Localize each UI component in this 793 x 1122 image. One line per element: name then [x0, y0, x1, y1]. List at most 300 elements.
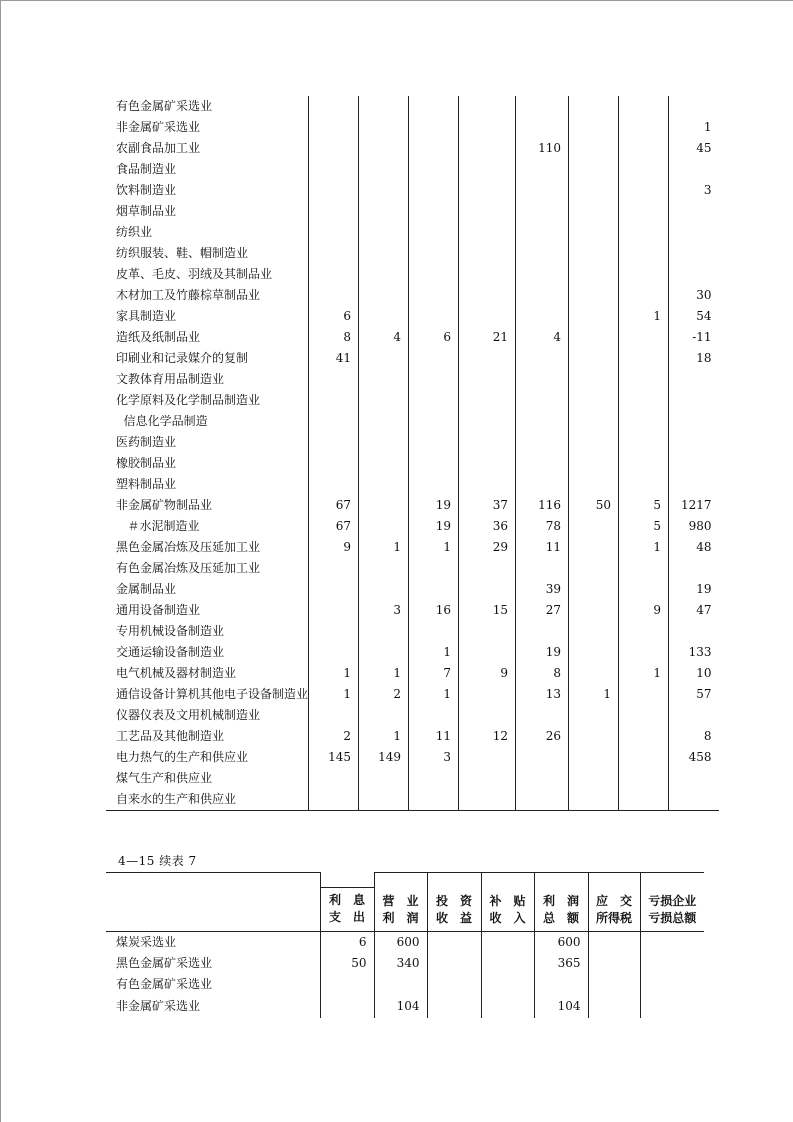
value-cell — [459, 789, 516, 811]
column-header-line: 投 资 — [435, 893, 472, 908]
column-header-line: 利 润 — [542, 893, 579, 908]
value-cell — [309, 180, 359, 201]
value-cell — [427, 953, 481, 974]
value-cell — [409, 453, 459, 474]
value-cell: 8 — [669, 726, 719, 747]
value-cell: 3 — [409, 747, 459, 768]
value-cell — [459, 306, 516, 327]
value-cell — [309, 411, 359, 432]
value-cell — [669, 159, 719, 180]
row-label: 黑色金属冶炼及压延加工业 — [116, 540, 261, 554]
value-cell — [619, 789, 669, 811]
table-row — [106, 663, 719, 684]
value-cell — [569, 201, 619, 222]
value-cell — [309, 222, 359, 243]
row-label: 金属制品业 — [116, 582, 177, 596]
row-label: 交通运输设备制造业 — [116, 645, 225, 659]
value-cell — [669, 474, 719, 495]
value-cell — [569, 222, 619, 243]
value-cell — [619, 180, 669, 201]
value-cell — [569, 138, 619, 159]
value-cell — [481, 931, 534, 953]
column-header-line: 总 额 — [542, 910, 579, 925]
value-cell — [459, 747, 516, 768]
value-cell: 13 — [516, 684, 569, 705]
value-cell — [669, 411, 719, 432]
value-cell — [516, 306, 569, 327]
value-cell — [669, 201, 719, 222]
value-cell: 21 — [459, 327, 516, 348]
value-cell — [619, 159, 669, 180]
value-cell — [619, 579, 669, 600]
value-cell — [588, 995, 640, 1018]
value-cell — [427, 974, 481, 995]
value-cell — [516, 411, 569, 432]
row-label: 黑色金属矿采选业 — [116, 955, 213, 970]
value-cell: 149 — [359, 747, 409, 768]
value-cell — [640, 974, 704, 995]
value-cell — [481, 995, 534, 1018]
value-cell — [459, 369, 516, 390]
value-cell — [309, 768, 359, 789]
value-cell — [516, 747, 569, 768]
value-cell — [516, 621, 569, 642]
value-cell — [569, 789, 619, 811]
table-row — [106, 285, 719, 306]
value-cell — [619, 684, 669, 705]
table-row — [106, 516, 719, 537]
value-cell — [619, 453, 669, 474]
value-cell — [359, 705, 409, 726]
value-cell — [516, 390, 569, 411]
value-cell: 1 — [409, 684, 459, 705]
value-cell: 1 — [359, 663, 409, 684]
value-cell — [534, 974, 588, 995]
row-label: 通用设备制造业 — [116, 603, 201, 617]
value-cell — [359, 516, 409, 537]
value-cell: 67 — [309, 516, 359, 537]
value-cell — [669, 243, 719, 264]
value-cell: 39 — [516, 579, 569, 600]
row-label: 造纸及纸制品业 — [116, 330, 201, 344]
value-cell — [669, 789, 719, 811]
row-label: 工艺品及其他制造业 — [116, 729, 225, 743]
row-label: 信息化学品制造 — [116, 414, 208, 428]
table-row — [106, 180, 719, 201]
table-row — [106, 726, 719, 747]
value-cell — [409, 621, 459, 642]
value-cell — [619, 96, 669, 117]
value-cell — [459, 579, 516, 600]
value-cell — [669, 390, 719, 411]
row-label: 非金属矿采选业 — [116, 998, 201, 1013]
value-cell: 6 — [320, 931, 374, 953]
row-label: 纺织服装、鞋、帽制造业 — [116, 246, 249, 260]
value-cell — [309, 117, 359, 138]
value-cell — [359, 579, 409, 600]
value-cell: 1 — [359, 537, 409, 558]
value-cell — [309, 453, 359, 474]
value-cell — [459, 222, 516, 243]
value-cell — [459, 558, 516, 579]
value-cell — [359, 768, 409, 789]
value-cell — [359, 474, 409, 495]
value-cell — [619, 411, 669, 432]
value-cell — [619, 243, 669, 264]
value-cell — [669, 369, 719, 390]
value-cell — [359, 348, 409, 369]
value-cell: 1 — [309, 663, 359, 684]
column-header-line: 亏损企业 — [648, 893, 697, 908]
value-cell — [516, 558, 569, 579]
value-cell: 1 — [409, 537, 459, 558]
value-cell: -11 — [669, 327, 719, 348]
row-label: 电气机械及器材制造业 — [116, 666, 237, 680]
value-cell — [309, 432, 359, 453]
value-cell: 1 — [309, 684, 359, 705]
value-cell: 10 — [669, 663, 719, 684]
table-row — [106, 243, 719, 264]
value-cell — [481, 974, 534, 995]
row-label: 医药制造业 — [116, 435, 177, 449]
value-cell — [569, 327, 619, 348]
table-row — [106, 953, 704, 974]
table-row — [106, 931, 704, 953]
value-cell — [359, 201, 409, 222]
value-cell — [359, 642, 409, 663]
value-cell — [619, 285, 669, 306]
row-label: 家具制造业 — [116, 309, 177, 323]
value-cell — [309, 285, 359, 306]
value-cell — [619, 621, 669, 642]
value-cell — [359, 243, 409, 264]
value-cell: 600 — [534, 931, 588, 953]
value-cell — [309, 642, 359, 663]
table-row — [106, 705, 719, 726]
value-cell — [516, 705, 569, 726]
column-header-line: 利 息 — [328, 893, 365, 907]
value-cell — [619, 201, 669, 222]
value-cell — [359, 222, 409, 243]
table-row — [106, 684, 719, 705]
value-cell — [516, 348, 569, 369]
value-cell — [359, 453, 409, 474]
value-cell: 7 — [409, 663, 459, 684]
value-cell: 9 — [619, 600, 669, 621]
row-label: 印刷业和记录媒介的复制 — [116, 351, 249, 365]
value-cell — [669, 432, 719, 453]
value-cell — [569, 558, 619, 579]
value-cell — [409, 180, 459, 201]
row-label: 烟草制品业 — [116, 204, 177, 218]
value-cell — [569, 96, 619, 117]
table-caption: 4—15 续表 7 — [118, 854, 197, 868]
row-label: 皮革、毛皮、羽绒及其制品业 — [116, 267, 273, 281]
value-cell — [569, 663, 619, 684]
page-left-border — [0, 0, 1, 1122]
value-cell — [669, 222, 719, 243]
value-cell: 48 — [669, 537, 719, 558]
table-row — [106, 96, 719, 117]
value-cell — [669, 621, 719, 642]
value-cell — [320, 974, 374, 995]
row-label: 食品制造业 — [116, 162, 177, 176]
value-cell — [409, 558, 459, 579]
table-row — [106, 474, 719, 495]
table-row — [106, 159, 719, 180]
column-header-line: 应 交 — [595, 893, 632, 908]
value-cell — [309, 621, 359, 642]
table-row — [106, 117, 719, 138]
value-cell: 41 — [309, 348, 359, 369]
value-cell: 29 — [459, 537, 516, 558]
value-cell — [409, 369, 459, 390]
value-cell — [588, 953, 640, 974]
value-cell: 54 — [669, 306, 719, 327]
value-cell — [619, 642, 669, 663]
value-cell — [359, 117, 409, 138]
value-cell — [409, 96, 459, 117]
value-cell — [588, 931, 640, 953]
value-cell: 57 — [669, 684, 719, 705]
column-header — [374, 873, 427, 932]
table-row — [106, 768, 719, 789]
value-cell: 104 — [374, 995, 427, 1018]
row-label: ＃水泥制造业 — [116, 519, 200, 533]
column-header — [588, 873, 640, 932]
value-cell — [459, 285, 516, 306]
value-cell — [409, 201, 459, 222]
value-cell — [619, 726, 669, 747]
row-label: 非金属矿采选业 — [116, 120, 201, 134]
table-row — [106, 348, 719, 369]
value-cell: 600 — [374, 931, 427, 953]
value-cell — [409, 264, 459, 285]
row-label: 煤气生产和供应业 — [116, 771, 213, 785]
value-cell — [309, 474, 359, 495]
column-header — [534, 873, 588, 932]
column-header-line: 所得税 — [595, 910, 632, 925]
value-cell: 27 — [516, 600, 569, 621]
value-cell — [619, 369, 669, 390]
value-cell — [309, 558, 359, 579]
row-label: 饮料制造业 — [116, 183, 177, 197]
column-header — [640, 873, 704, 932]
row-label: 纺织业 — [116, 225, 153, 239]
value-cell — [459, 705, 516, 726]
value-cell — [569, 747, 619, 768]
value-cell — [359, 96, 409, 117]
column-header-line: 利 润 — [382, 910, 419, 925]
value-cell: 1 — [619, 663, 669, 684]
value-cell — [619, 348, 669, 369]
value-cell — [459, 243, 516, 264]
value-cell: 365 — [534, 953, 588, 974]
value-cell — [569, 369, 619, 390]
value-cell — [569, 642, 619, 663]
value-cell — [427, 931, 481, 953]
value-cell — [320, 995, 374, 1018]
value-cell — [409, 432, 459, 453]
value-cell: 19 — [669, 579, 719, 600]
value-cell — [409, 306, 459, 327]
value-cell: 1 — [569, 684, 619, 705]
value-cell: 6 — [309, 306, 359, 327]
value-cell — [309, 96, 359, 117]
value-cell — [569, 264, 619, 285]
value-cell: 50 — [569, 495, 619, 516]
value-cell — [359, 138, 409, 159]
value-cell: 16 — [409, 600, 459, 621]
value-cell: 5 — [619, 516, 669, 537]
value-cell: 4 — [359, 327, 409, 348]
value-cell — [309, 243, 359, 264]
value-cell: 340 — [374, 953, 427, 974]
value-cell — [459, 138, 516, 159]
value-cell: 11 — [516, 537, 569, 558]
value-cell: 8 — [309, 327, 359, 348]
value-cell — [409, 348, 459, 369]
table-row — [106, 495, 719, 516]
value-cell — [459, 621, 516, 642]
value-cell — [516, 117, 569, 138]
row-label: 农副食品加工业 — [116, 141, 201, 155]
value-cell — [619, 768, 669, 789]
value-cell — [459, 768, 516, 789]
value-cell — [569, 453, 619, 474]
row-label: 橡胶制品业 — [116, 456, 177, 470]
value-cell — [359, 159, 409, 180]
row-label: 自来水的生产和供应业 — [106, 789, 309, 811]
value-cell — [569, 285, 619, 306]
row-label: 煤炭采选业 — [116, 934, 177, 949]
value-cell — [459, 180, 516, 201]
table-row — [106, 621, 719, 642]
value-cell — [619, 117, 669, 138]
value-cell — [516, 180, 569, 201]
value-cell — [516, 243, 569, 264]
value-cell — [569, 705, 619, 726]
value-cell — [409, 159, 459, 180]
value-cell: 1217 — [669, 495, 719, 516]
value-cell: 104 — [534, 995, 588, 1018]
value-cell — [569, 348, 619, 369]
table-row — [106, 995, 704, 1018]
value-cell: 9 — [459, 663, 516, 684]
table-row — [106, 369, 719, 390]
value-cell: 2 — [309, 726, 359, 747]
value-cell — [669, 558, 719, 579]
value-cell — [569, 159, 619, 180]
value-cell: 45 — [669, 138, 719, 159]
column-header — [427, 873, 481, 932]
table-row — [106, 537, 719, 558]
value-cell — [569, 180, 619, 201]
value-cell — [459, 411, 516, 432]
table-row — [106, 222, 719, 243]
row-label: 木材加工及竹藤棕草制品业 — [116, 288, 261, 302]
row-label: 有色金属冶炼及压延加工业 — [116, 561, 261, 575]
value-cell — [516, 222, 569, 243]
value-cell: 30 — [669, 285, 719, 306]
value-cell — [569, 621, 619, 642]
value-cell — [619, 327, 669, 348]
value-cell — [640, 995, 704, 1018]
column-header-line: 收 入 — [489, 910, 526, 925]
row-label: 通信设备计算机其他电子设备制造业 — [116, 687, 309, 701]
value-cell — [619, 705, 669, 726]
value-cell: 1 — [619, 537, 669, 558]
value-cell: 50 — [320, 953, 374, 974]
value-cell — [669, 264, 719, 285]
value-cell — [459, 390, 516, 411]
row-label: 专用机械设备制造业 — [116, 624, 225, 638]
value-cell — [309, 264, 359, 285]
value-cell — [640, 931, 704, 953]
value-cell — [459, 474, 516, 495]
value-cell — [640, 953, 704, 974]
value-cell — [359, 495, 409, 516]
value-cell — [459, 159, 516, 180]
value-cell: 980 — [669, 516, 719, 537]
value-cell — [409, 222, 459, 243]
value-cell: 9 — [309, 537, 359, 558]
value-cell: 37 — [459, 495, 516, 516]
value-cell — [309, 579, 359, 600]
value-cell — [619, 474, 669, 495]
value-cell — [619, 138, 669, 159]
value-cell — [359, 306, 409, 327]
value-cell — [569, 474, 619, 495]
page-top-border — [0, 0, 793, 1]
value-cell — [459, 96, 516, 117]
value-cell — [569, 432, 619, 453]
value-cell — [516, 768, 569, 789]
value-cell: 116 — [516, 495, 569, 516]
row-label: 有色金属矿采选业 — [116, 976, 213, 991]
value-cell — [409, 768, 459, 789]
value-cell — [427, 995, 481, 1018]
table-row — [106, 306, 719, 327]
value-cell — [569, 726, 619, 747]
value-cell: 5 — [619, 495, 669, 516]
value-cell — [309, 789, 359, 811]
row-label: 文教体育用品制造业 — [116, 372, 225, 386]
value-cell — [569, 579, 619, 600]
row-label: 有色金属矿采选业 — [116, 99, 213, 113]
value-cell: 1 — [359, 726, 409, 747]
value-cell — [309, 201, 359, 222]
header-blank-cell — [106, 873, 320, 932]
table-row — [106, 201, 719, 222]
value-cell: 8 — [516, 663, 569, 684]
value-cell — [569, 537, 619, 558]
value-cell — [409, 117, 459, 138]
value-cell — [359, 411, 409, 432]
value-cell — [669, 705, 719, 726]
column-header-line: 亏损总额 — [648, 910, 697, 925]
value-cell — [374, 974, 427, 995]
value-cell: 26 — [516, 726, 569, 747]
value-cell — [459, 684, 516, 705]
column-header-line: 支 出 — [328, 910, 365, 924]
value-cell — [409, 390, 459, 411]
value-cell: 12 — [459, 726, 516, 747]
value-cell: 2 — [359, 684, 409, 705]
value-cell — [516, 432, 569, 453]
industry-table-part-1 — [106, 96, 719, 811]
value-cell — [459, 117, 516, 138]
